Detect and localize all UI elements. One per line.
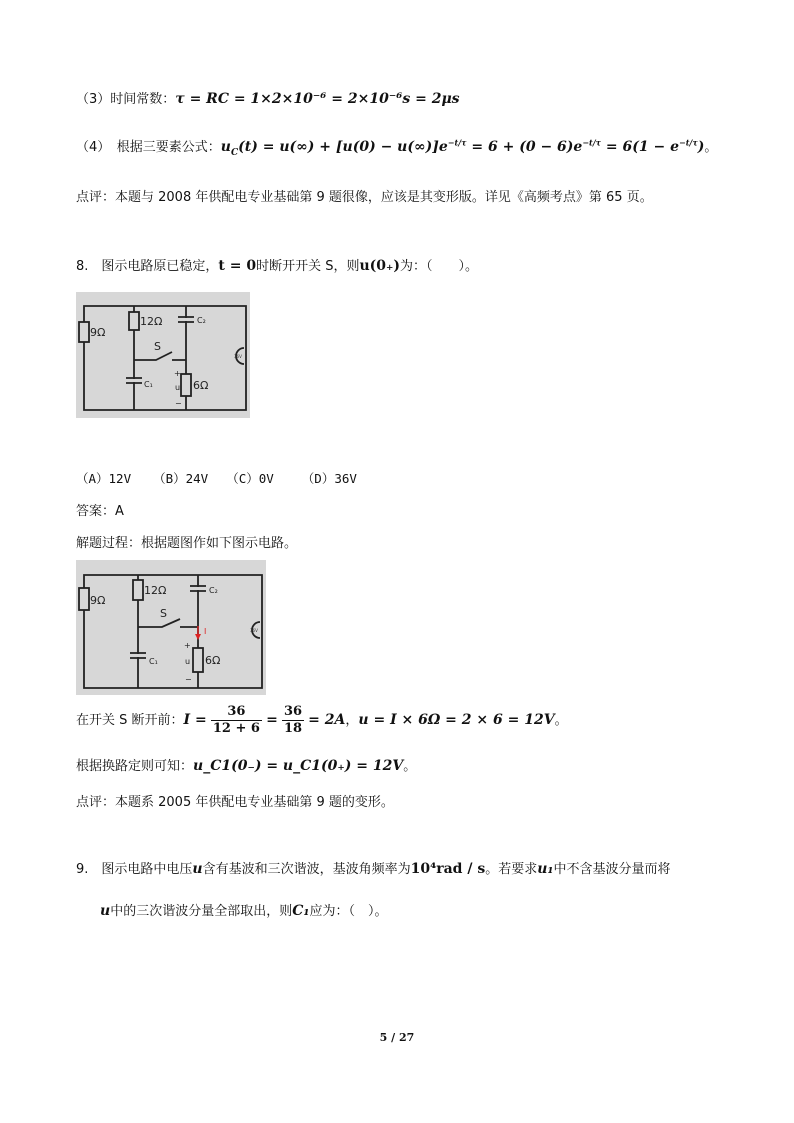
svg-text:C₂: C₂: [197, 316, 206, 325]
option-b: （B）24V: [153, 471, 209, 486]
three-element-formula: $u_C(t) = u(\infty) + [u(0) - u(\infty)]e^{-t/\tau} = 6 + (0 - 6)e^{-t/\tau} = 6(1 - e^{-t/\tau})$: [220, 137, 705, 158]
svg-text:S: S: [154, 340, 161, 353]
svg-text:u: u: [175, 383, 181, 392]
resistor-9-label: 9Ω: [90, 326, 106, 339]
svg-text:C₁: C₁: [149, 657, 158, 666]
svg-text:+: +: [174, 369, 181, 378]
question-8: 8. 图示电路原已稳定，t = 0时断开开关 S，则u(0₊)为：（ ）。: [76, 258, 479, 274]
step-3-label: （3）时间常数：: [76, 92, 176, 107]
step-4-line: （4） 根据三要素公式：$u_C(t) = u(\infty) + [u(0) - u(\infty)]e^{-t/\tau} = 6 + (0 - 6)e^{-t/\tau} = 6(1 - e^{-t/\tau})$。: [76, 137, 718, 158]
review-note-2: 点评：本题系 2005 年供配电专业基础第 9 题的变形。: [76, 795, 394, 810]
svg-text:S: S: [160, 607, 167, 620]
option-c: （C）0V: [226, 471, 274, 486]
time-constant-formula: τ = RC = 1×2×10⁻⁶ = 2×10⁻⁶s = 2μs: [175, 91, 460, 107]
step-4-label: （4） 根据三要素公式：: [76, 140, 221, 155]
question-9-line-1: 9. 图示电路中电压u含有基波和三次谐波，基波角频率为10⁴rad / s。若要求u₁中不含基波分量而将: [76, 861, 671, 877]
svg-text:−: −: [175, 399, 182, 408]
answer-line: 答案：A: [76, 504, 124, 519]
option-a: （A）12V: [76, 471, 132, 486]
solution-process-line: 解题过程：根据题图作如下图示电路。: [76, 536, 298, 551]
svg-text:6Ω: 6Ω: [193, 379, 209, 392]
svg-text:I: I: [204, 627, 207, 636]
circuit-figure-2: [76, 560, 266, 695]
svg-text:+: +: [184, 641, 191, 650]
svg-text:36V: 36V: [234, 354, 242, 359]
question-9-line-2: u中的三次谐波分量全部取出，则C₁应为：（ ）。: [100, 903, 388, 919]
circuit-figure-1: [76, 292, 250, 418]
svg-text:u: u: [185, 657, 191, 666]
fraction-36-over-18: $\frac{36}{18}$: [283, 704, 303, 736]
before-switch-line: 在开关 S 断开前：I = $\frac{36}{12 + 6}$ = $\frac{36}{18}$ = 2A，u = I × 6Ω = 2 × 6 = 12V。: [76, 704, 568, 736]
svg-text:36V: 36V: [250, 628, 258, 633]
svg-text:6Ω: 6Ω: [205, 654, 221, 667]
step-3-line: [76, 88, 460, 107]
svg-text:−: −: [185, 675, 192, 684]
switching-rule-line: 根据换路定则可知：u_C1(0₋) = u_C1(0₊) = 12V。: [76, 758, 417, 774]
review-note-1: 点评：本题与 2008 年供配电专业基础第 9 题很像，应该是其变形版。详见《高频考点》第 65 页。: [76, 190, 653, 205]
svg-text:C₁: C₁: [144, 380, 153, 389]
svg-text:12Ω: 12Ω: [140, 315, 163, 328]
answer-options: [76, 469, 357, 487]
fraction-36-over-12-plus-6: $\frac{36}{12 + 6}$: [212, 704, 260, 736]
svg-text:12Ω: 12Ω: [144, 584, 167, 597]
page-number: 5 / 27: [379, 1031, 415, 1044]
svg-text:9Ω: 9Ω: [90, 594, 106, 607]
svg-text:C₂: C₂: [209, 586, 218, 595]
option-d: （D）36V: [301, 471, 357, 486]
